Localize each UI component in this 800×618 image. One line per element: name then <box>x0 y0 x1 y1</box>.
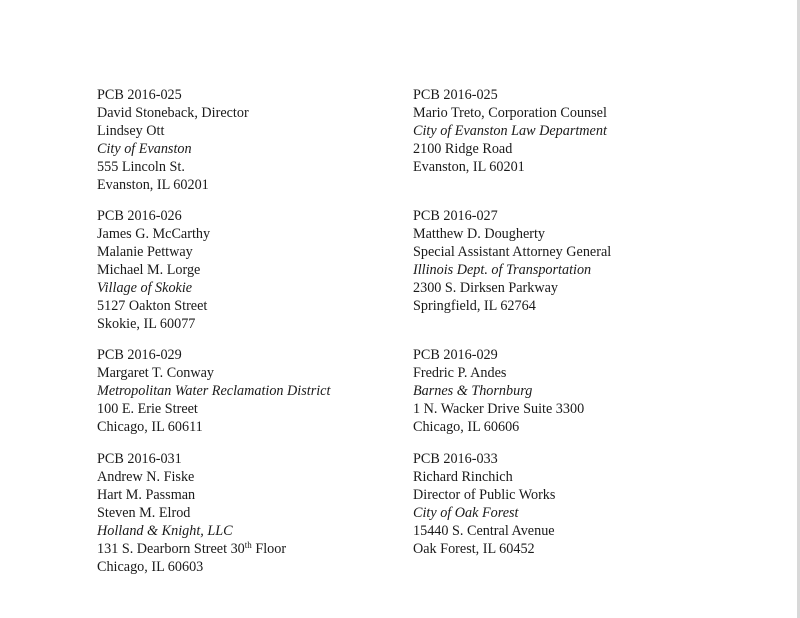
address-line: Skokie, IL 60077 <box>97 316 196 332</box>
case-number: PCB 2016-025 <box>97 87 182 103</box>
address-line: Richard Rinchich <box>413 469 513 485</box>
address-line <box>97 540 286 558</box>
address-line: Hart M. Passman <box>97 487 196 503</box>
organization-name: Village of Skokie <box>97 280 193 296</box>
address-line: 2100 Ridge Road <box>413 141 513 157</box>
address-line: Steven M. Elrod <box>97 505 191 521</box>
address-line: Michael M. Lorge <box>97 262 201 278</box>
ordinal-suffix: th <box>244 540 252 550</box>
address-block-evanston-law <box>413 86 607 176</box>
address-line: Mario Treto, Corporation Counsel <box>413 105 607 121</box>
address-line-suffix: Floor <box>251 541 287 557</box>
address-line: Evanston, IL 60201 <box>97 177 209 193</box>
case-number: PCB 2016-025 <box>413 87 498 103</box>
case-number: PCB 2016-031 <box>97 451 182 467</box>
case-number: PCB 2016-029 <box>97 347 182 363</box>
address-line: 555 Lincoln St. <box>97 159 185 175</box>
organization-name: City of Oak Forest <box>413 505 519 521</box>
address-line: Chicago, IL 60603 <box>97 559 204 575</box>
address-block-idot <box>413 207 611 315</box>
address-block-skokie <box>97 207 210 333</box>
address-block-oak-forest <box>413 450 555 558</box>
organization-name: City of Evanston <box>97 141 192 157</box>
case-number: PCB 2016-027 <box>413 208 498 224</box>
organization-name: City of Evanston Law Department <box>413 123 607 139</box>
address-line: James G. McCarthy <box>97 226 211 242</box>
address-line: David Stoneback, Director <box>97 105 249 121</box>
address-block-holland-knight <box>97 450 286 576</box>
address-line: Margaret T. Conway <box>97 365 215 381</box>
organization-name: Metropolitan Water Reclamation District <box>97 383 331 399</box>
organization-name: Holland & Knight, LLC <box>97 523 233 539</box>
address-line: Fredric P. Andes <box>413 365 507 381</box>
address-block-evanston-public-works <box>97 86 249 194</box>
address-line: 2300 S. Dirksen Parkway <box>413 280 559 296</box>
case-number: PCB 2016-029 <box>413 347 498 363</box>
organization-name: Barnes & Thornburg <box>413 383 533 399</box>
address-line: Chicago, IL 60606 <box>413 419 520 435</box>
address-line: Springfield, IL 62764 <box>413 298 536 314</box>
organization-name: Illinois Dept. of Transportation <box>413 262 592 278</box>
address-block-barnes-thornburg <box>413 346 584 436</box>
address-line-text: 131 S. Dearborn Street 30 <box>97 541 245 557</box>
address-line: Director of Public Works <box>413 487 556 503</box>
address-line: Special Assistant Attorney General <box>413 244 612 260</box>
case-number: PCB 2016-026 <box>97 208 182 224</box>
address-line: Oak Forest, IL 60452 <box>413 541 535 557</box>
address-line: Andrew N. Fiske <box>97 469 195 485</box>
address-line: Malanie Pettway <box>97 244 193 260</box>
address-line: Chicago, IL 60611 <box>97 419 203 435</box>
address-line: 15440 S. Central Avenue <box>413 523 555 539</box>
address-line: 5127 Oakton Street <box>97 298 208 314</box>
address-block-mwrd <box>97 346 330 436</box>
address-line: 100 E. Erie Street <box>97 401 198 417</box>
address-line: 1 N. Wacker Drive Suite 3300 <box>413 401 585 417</box>
case-number: PCB 2016-033 <box>413 451 498 467</box>
address-line: Lindsey Ott <box>97 123 165 139</box>
address-line: Matthew D. Dougherty <box>413 226 545 242</box>
address-line: Evanston, IL 60201 <box>413 159 525 175</box>
